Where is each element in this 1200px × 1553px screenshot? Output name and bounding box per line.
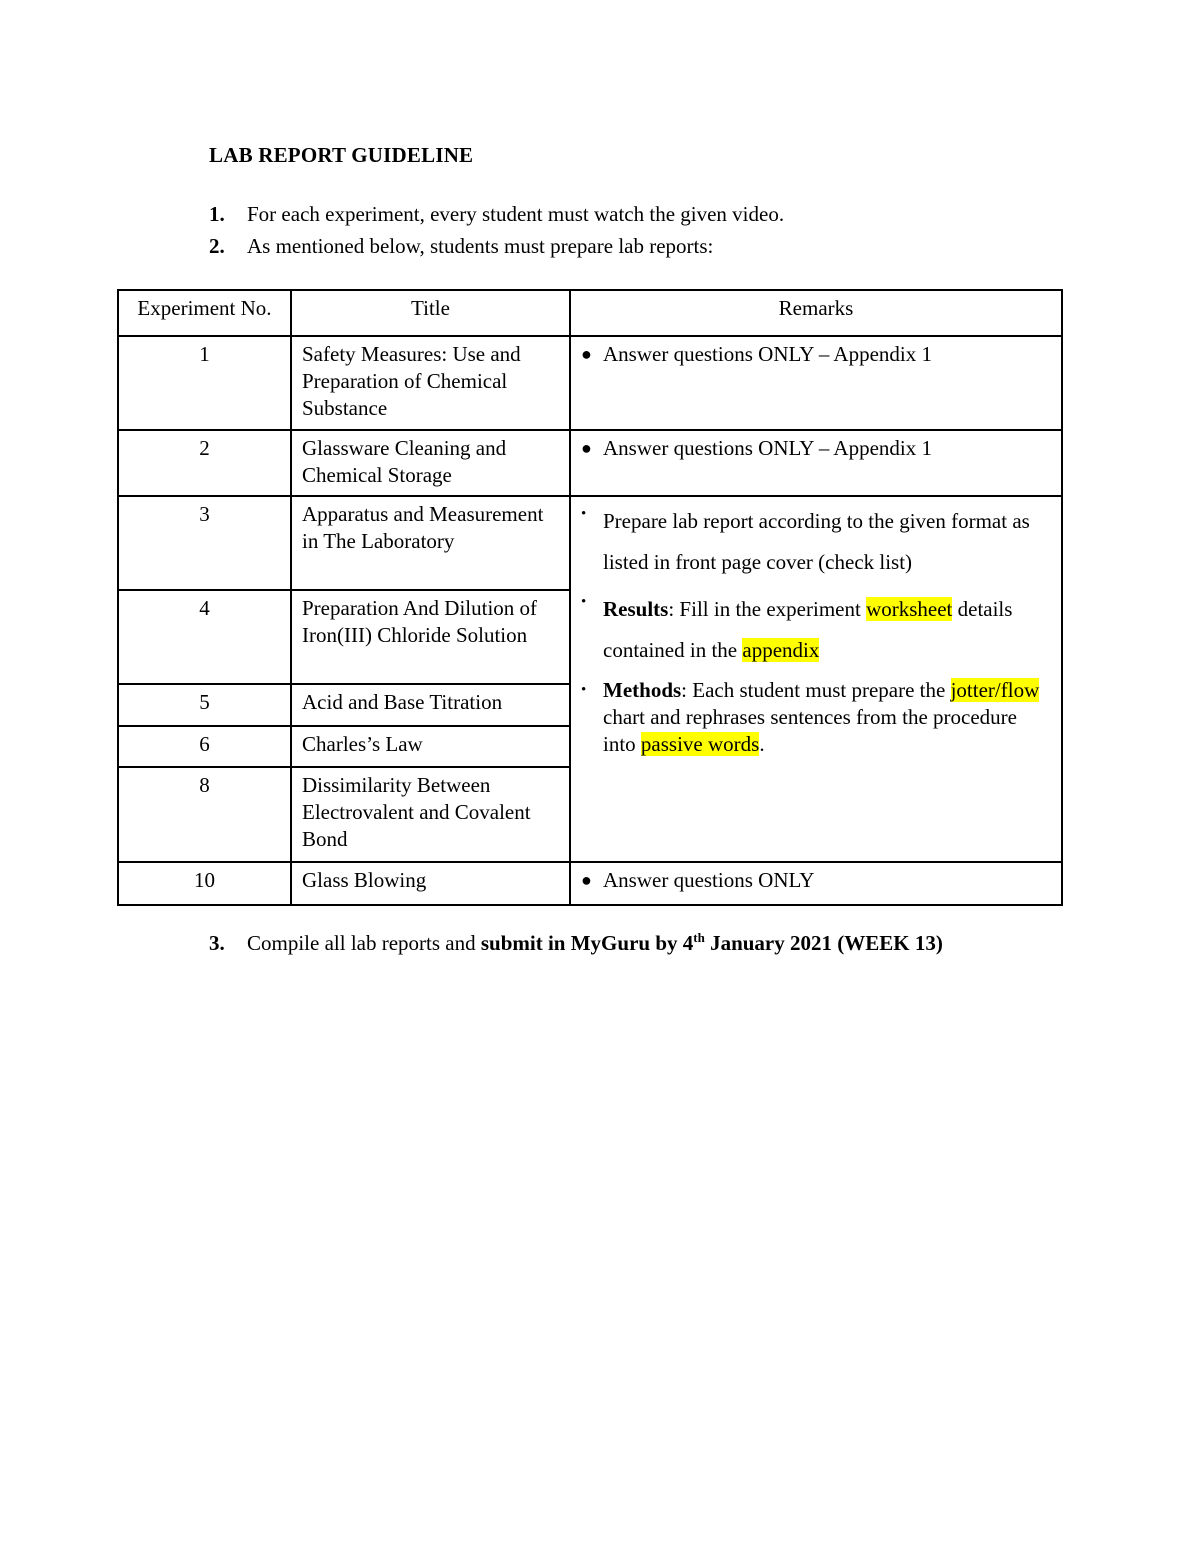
- bullet-icon: ●: [581, 344, 592, 364]
- remark-text: : Fill in the experiment: [668, 597, 867, 621]
- experiment-title: Charles’s Law: [291, 726, 570, 767]
- experiment-no: 6: [118, 726, 291, 767]
- experiment-no: 8: [118, 767, 291, 862]
- experiment-title: Acid and Base Titration: [291, 684, 570, 726]
- remark-text: chart and rephrases sentences from the procedure into: [603, 705, 1017, 756]
- remark-text: Answer questions ONLY – Appendix 1: [603, 342, 933, 366]
- remark-bullet-format: [581, 501, 1051, 583]
- highlight-appendix: appendix: [742, 638, 820, 662]
- highlight-passive-words: passive words: [640, 732, 760, 756]
- list-number: 2.: [209, 234, 225, 258]
- bullet-icon: •: [581, 594, 587, 610]
- remark-text: .: [759, 732, 765, 756]
- remark-text: Prepare lab report according to the given format as listed in front page cover (check list): [603, 509, 1030, 574]
- remark-bullet-methods: [581, 677, 1051, 758]
- results-label: Results: [603, 597, 669, 621]
- header-title: Title: [291, 290, 570, 336]
- experiment-no: 3: [118, 496, 291, 590]
- lab-report-table: [117, 289, 1063, 906]
- remark-cell: [570, 336, 1062, 430]
- remark-text: Answer questions ONLY – Appendix 1: [603, 436, 933, 460]
- header-experiment-no: Experiment No.: [118, 290, 291, 336]
- experiment-title: Apparatus and Measurement in The Laboratory: [291, 496, 570, 590]
- experiment-no: 10: [118, 862, 291, 905]
- header-remarks: Remarks: [570, 290, 1062, 336]
- list-number: 3.: [209, 931, 225, 955]
- table-row: [118, 430, 1062, 496]
- remark-text: details contained in the: [603, 597, 1013, 662]
- experiment-title: Glass Blowing: [291, 862, 570, 905]
- bullet-icon: •: [581, 682, 587, 698]
- bullet-icon: ●: [581, 438, 592, 458]
- experiment-title: Dissimilarity Between Electrovalent and Covalent Bond: [291, 767, 570, 862]
- remark-cell: [570, 862, 1062, 905]
- deadline-text: submit in MyGuru by 4: [480, 931, 694, 955]
- instruction-text: For each experiment, every student must watch the given video.: [247, 202, 785, 226]
- instruction-2: [209, 233, 713, 259]
- remark-cell: [570, 430, 1062, 496]
- experiment-title: Preparation And Dilution of Iron(III) Chloride Solution: [291, 590, 570, 684]
- highlight-jotter-flow: jotter/flow: [950, 678, 1040, 702]
- instruction-1: [209, 201, 784, 227]
- instruction-3: [209, 930, 943, 956]
- highlight-worksheet: worksheet: [866, 597, 953, 621]
- remark-bullet-results: [581, 589, 1051, 671]
- merged-remark-cell: [570, 496, 1062, 862]
- ordinal-suffix: th: [693, 930, 705, 945]
- experiment-no: 2: [118, 430, 291, 496]
- bullet-icon: •: [581, 506, 587, 522]
- remark-text: Answer questions ONLY: [603, 868, 815, 892]
- table-row: [118, 496, 1062, 590]
- instruction-text: Compile all lab reports and: [247, 931, 481, 955]
- methods-label: Methods: [603, 678, 682, 702]
- table-row: [118, 336, 1062, 430]
- experiment-no: 4: [118, 590, 291, 684]
- instruction-text: As mentioned below, students must prepare lab reports:: [247, 234, 714, 258]
- experiment-no: 5: [118, 684, 291, 726]
- bullet-icon: ●: [581, 870, 592, 890]
- table-row: [118, 862, 1062, 905]
- remark-text: : Each student must prepare the: [681, 678, 951, 702]
- page-title: LAB REPORT GUIDELINE: [209, 143, 474, 167]
- experiment-title: Glassware Cleaning and Chemical Storage: [291, 430, 570, 496]
- list-number: 1.: [209, 202, 225, 226]
- experiment-no: 1: [118, 336, 291, 430]
- deadline-week: January 2021 (WEEK 13): [704, 931, 943, 955]
- experiment-title: Safety Measures: Use and Preparation of Chemical Substance: [291, 336, 570, 430]
- table-header-row: [118, 290, 1062, 336]
